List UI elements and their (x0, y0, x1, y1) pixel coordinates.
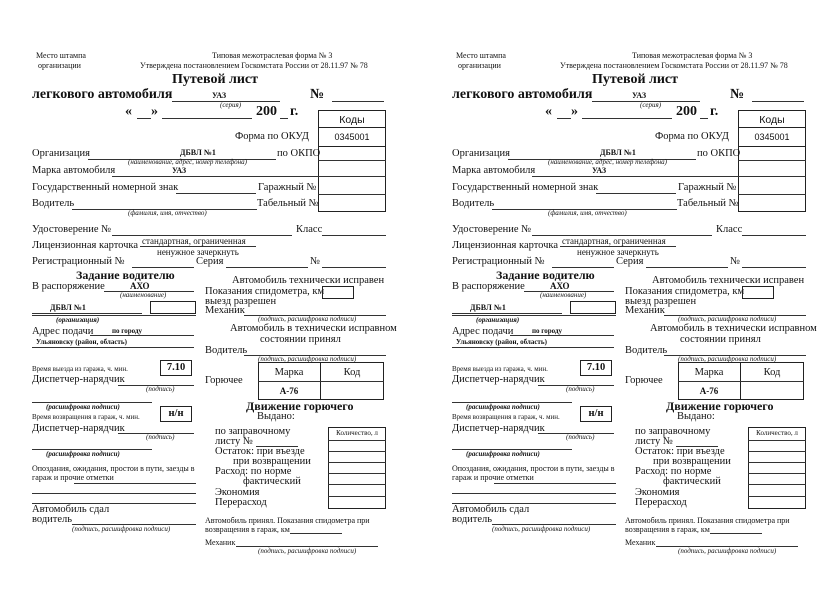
org2-value: ДБВЛ №1 (470, 303, 506, 312)
form-subtitle: легкового автомобиля (452, 87, 593, 102)
dispatcher2-decode-hint: (расшифровка подписи) (46, 450, 120, 458)
driver-label: Водитель (32, 198, 75, 209)
dispatcher2-sig-hint: (подпись) (146, 433, 175, 441)
delays-label: Опоздания, ожидания, простои в пути, заезды в гараж и прочие отметки (452, 464, 615, 483)
reg-label: Регистрационный № (452, 256, 545, 267)
driver2-label: Водитель (205, 345, 248, 356)
form-title: Путевой лист (172, 72, 259, 87)
reg-number-sign: № (730, 256, 741, 267)
odometer-out-box (742, 286, 774, 299)
tech-ok-line-2: Показания спидометра, км (205, 286, 325, 297)
org2-value: ДБВЛ №1 (50, 303, 86, 312)
depart-time-value: 7.10 (166, 362, 186, 373)
tech-ok-line-3: выезд разрешен (625, 296, 697, 307)
driver-hint: (фамилия, имя, отчество) (128, 209, 207, 217)
series-value: УАЗ (632, 91, 647, 100)
fuel-row-1: листу № (635, 436, 673, 447)
fuel-label: Горючее (625, 375, 663, 386)
address-value-2: Ульяновску (район, область) (456, 338, 547, 346)
dispatcher2-sig-hint: (подпись) (566, 433, 595, 441)
stamp-place-label: Место штампа (36, 51, 86, 60)
year-suffix: г. (710, 104, 719, 119)
dispatcher-decode-hint: (расшифровка подписи) (466, 403, 540, 411)
driver2-sig-hint: (подпись, расшифровка подписи) (678, 355, 777, 363)
fuel-row-4: Расход: по норме (635, 466, 712, 477)
fuel-row-2: Остаток: при въезде (215, 446, 305, 457)
tech-ok-line-2: Показания спидометра, км (625, 286, 745, 297)
car-brand-label: Марка автомобиля (32, 165, 116, 176)
date-quote-open: « (125, 104, 132, 119)
year-text: 200 (256, 104, 277, 119)
year-suffix: г. (290, 104, 299, 119)
driver2-sig-hint: (подпись, расшифровка подписи) (258, 355, 357, 363)
tabel-label: Табельный № (257, 198, 319, 209)
form-type-label: Типовая межотраслевая форма № 3 (212, 51, 333, 60)
form-type-label: Типовая межотраслевая форма № 3 (632, 51, 753, 60)
org-hint: (наименование, адрес, номер телефона) (548, 158, 667, 166)
accept-return-line-1: Автомобиль принял. Показания спидометра при (205, 516, 370, 525)
issued-label: Выдано: (677, 411, 715, 422)
accepted-line-1: Автомобиль в технически исправном (230, 323, 397, 334)
card-value-1: стандартная, ограниченная (562, 236, 666, 246)
stamp-place-label: Место штампа (456, 51, 506, 60)
car-handed-sig-hint: (подпись, расшифровка подписи) (72, 525, 171, 533)
car-brand-label: Марка автомобиля (452, 165, 536, 176)
class-label: Класс (716, 224, 743, 235)
form-title: Путевой лист (592, 72, 679, 87)
fuel-col-code: Код (343, 367, 361, 378)
fuel-qty-header: Количество, л (336, 429, 378, 437)
fuel-row-0: по заправочному (215, 426, 291, 437)
dispatcher2-label: Диспетчер-нарядчик (32, 423, 125, 434)
okpo-label: по ОКПО (697, 148, 741, 159)
car-brand-value: УАЗ (592, 166, 607, 175)
okud-value: 0345001 (334, 132, 370, 142)
fuel-row-7: Перерасход (635, 497, 687, 508)
disposal-hint: (наименование) (540, 291, 587, 299)
date-quote-close: » (151, 104, 158, 119)
plate-label: Государственный номерной знак (32, 182, 179, 193)
car-handed-label-1: Автомобиль сдал (452, 504, 530, 515)
car-handed-label-2: водитель (32, 514, 73, 525)
fuel-row-7: Перерасход (215, 497, 267, 508)
depart-time-label: Время выезда из гаража, ч. мин. (452, 365, 548, 373)
org2-box (570, 301, 616, 314)
dispatcher-decode-hint: (расшифровка подписи) (46, 403, 120, 411)
fuel-brand-value: А-76 (699, 386, 719, 396)
disposal-value: АХО (130, 281, 150, 291)
car-brand-value: УАЗ (172, 166, 187, 175)
card-label: Лицензионная карточка (452, 240, 559, 251)
task-title: Задание водителю (76, 268, 175, 282)
dispatcher-sig-hint: (подпись) (566, 385, 595, 393)
org-value: ДБВЛ №1 (600, 148, 636, 157)
okpo-label: по ОКПО (277, 148, 321, 159)
dispatcher-label: Диспетчер-нарядчик (32, 374, 125, 385)
series-label: (серия) (640, 101, 662, 109)
car-handed-label-1: Автомобиль сдал (32, 504, 110, 515)
odometer-out-box (322, 286, 354, 299)
depart-time-value: 7.10 (586, 362, 606, 373)
delays-label: Опоздания, ожидания, простои в пути, заезды в гараж и прочие отметки (32, 464, 195, 483)
org-hint: (наименование, адрес, номер телефона) (128, 158, 247, 166)
dispatcher-sig-hint: (подпись) (146, 385, 175, 393)
address-value: по городу (532, 327, 563, 335)
org-label: Организация (452, 148, 510, 159)
fuel-row-5: фактический (243, 476, 301, 487)
series-word: Серия (196, 256, 224, 267)
codes-header: Коды (759, 114, 785, 126)
accept-return-line-2: возвращения в гараж, км (625, 525, 710, 534)
tech-ok-line-3: выезд разрешен (205, 296, 277, 307)
fuel-row-3: при возвращении (653, 456, 731, 467)
org-label: Организация (32, 148, 90, 159)
tech-ok-line-1: Автомобиль технически исправен (232, 275, 385, 286)
disposal-label: В распоряжение (32, 281, 105, 292)
fuel-row-0: по заправочному (635, 426, 711, 437)
accepted-line-2: состоянии принял (680, 334, 761, 345)
dispatcher2-decode-hint: (расшифровка подписи) (466, 450, 540, 458)
org-value: ДБВЛ №1 (180, 148, 216, 157)
accepted-line-2: состоянии принял (260, 334, 341, 345)
address-value-2: Ульяновску (район, область) (36, 338, 127, 346)
address-label: Адрес подачи (32, 326, 94, 337)
reg-label: Регистрационный № (32, 256, 125, 267)
issued-label: Выдано: (257, 411, 295, 422)
return-time-value: н/н (168, 408, 184, 419)
mechanic-sig-hint: (подпись, расшифровка подписи) (678, 315, 777, 323)
number-sign: № (730, 87, 745, 102)
year-text: 200 (676, 104, 697, 119)
driver-label: Водитель (452, 198, 495, 209)
fuel-row-4: Расход: по норме (215, 466, 292, 477)
dispatcher2-label: Диспетчер-нарядчик (452, 423, 545, 434)
okud-label: Форма по ОКУД (655, 131, 729, 142)
fuel-label: Горючее (205, 375, 243, 386)
card-value-1: стандартная, ограниченная (142, 236, 246, 246)
okud-label: Форма по ОКУД (235, 131, 309, 142)
depart-time-label: Время выезда из гаража, ч. мин. (32, 365, 128, 373)
fuel-move-title: Движение горючего (666, 399, 774, 413)
garage-label: Гаражный № (258, 182, 317, 193)
fuel-brand-value: А-76 (279, 386, 299, 396)
fuel-row-6: Экономия (215, 487, 260, 498)
okud-value: 0345001 (754, 132, 790, 142)
reg-number-sign: № (310, 256, 321, 267)
series-word: Серия (616, 256, 644, 267)
disposal-label: В распоряжение (452, 281, 525, 292)
driver-hint: (фамилия, имя, отчество) (548, 209, 627, 217)
mechanic2-sig-hint: (подпись, расшифровка подписи) (258, 547, 357, 555)
tech-ok-line-1: Автомобиль технически исправен (652, 275, 805, 286)
license-label: Удостоверение № (452, 224, 532, 235)
garage-label: Гаражный № (678, 182, 737, 193)
class-label: Класс (296, 224, 323, 235)
date-quote-open: « (545, 104, 552, 119)
mechanic2-label: Механик (625, 538, 656, 547)
mechanic-label: Механик (625, 305, 665, 316)
fuel-row-2: Остаток: при въезде (635, 446, 725, 457)
approval-label: Утверждена постановлением Госкомстата России от 28.11.97 № 78 (560, 61, 788, 70)
stamp-org-label: организации (38, 61, 81, 70)
return-time-label: Время возвращения в гараж, ч. мин. (452, 413, 560, 421)
org2-hint: (организация) (476, 316, 520, 324)
address-value: по городу (112, 327, 143, 335)
return-time-label: Время возвращения в гараж, ч. мин. (32, 413, 140, 421)
fuel-move-title: Движение горючего (246, 399, 354, 413)
mechanic2-sig-hint: (подпись, расшифровка подписи) (678, 547, 777, 555)
license-label: Удостоверение № (32, 224, 112, 235)
fuel-col-brand: Марка (274, 367, 304, 378)
accept-return-line-1: Автомобиль принял. Показания спидометра при (625, 516, 790, 525)
fuel-row-6: Экономия (635, 487, 680, 498)
return-time-value: н/н (588, 408, 604, 419)
accept-return-line-2: возвращения в гараж, км (205, 525, 290, 534)
plate-label: Государственный номерной знак (452, 182, 599, 193)
task-title: Задание водителю (496, 268, 595, 282)
codes-header: Коды (339, 114, 365, 126)
card-value-2: ненужное зачеркнуть (157, 247, 239, 257)
fuel-row-3: при возвращении (233, 456, 311, 467)
org2-box (150, 301, 196, 314)
mechanic-sig-hint: (подпись, расшифровка подписи) (258, 315, 357, 323)
car-handed-sig-hint: (подпись, расшифровка подписи) (492, 525, 591, 533)
org2-hint: (организация) (56, 316, 100, 324)
waybill-copy-left (0, 0, 419, 595)
tabel-label: Табельный № (677, 198, 739, 209)
disposal-hint: (наименование) (120, 291, 167, 299)
car-handed-label-2: водитель (452, 514, 493, 525)
mechanic2-label: Механик (205, 538, 236, 547)
dispatcher-label: Диспетчер-нарядчик (452, 374, 545, 385)
date-quote-close: » (571, 104, 578, 119)
fuel-row-1: листу № (215, 436, 253, 447)
stamp-org-label: организации (458, 61, 501, 70)
fuel-col-code: Код (763, 367, 781, 378)
series-label: (серия) (220, 101, 242, 109)
number-sign: № (310, 87, 325, 102)
disposal-value: АХО (550, 281, 570, 291)
accepted-line-1: Автомобиль в технически исправном (650, 323, 817, 334)
address-label: Адрес подачи (452, 326, 514, 337)
card-label: Лицензионная карточка (32, 240, 139, 251)
fuel-qty-header: Количество, л (756, 429, 798, 437)
form-subtitle: легкового автомобиля (32, 87, 173, 102)
fuel-row-5: фактический (663, 476, 721, 487)
driver2-label: Водитель (625, 345, 668, 356)
approval-label: Утверждена постановлением Госкомстата России от 28.11.97 № 78 (140, 61, 368, 70)
waybill-copy-right (420, 0, 839, 595)
fuel-col-brand: Марка (694, 367, 724, 378)
card-value-2: ненужное зачеркнуть (577, 247, 659, 257)
series-value: УАЗ (212, 91, 227, 100)
mechanic-label: Механик (205, 305, 245, 316)
